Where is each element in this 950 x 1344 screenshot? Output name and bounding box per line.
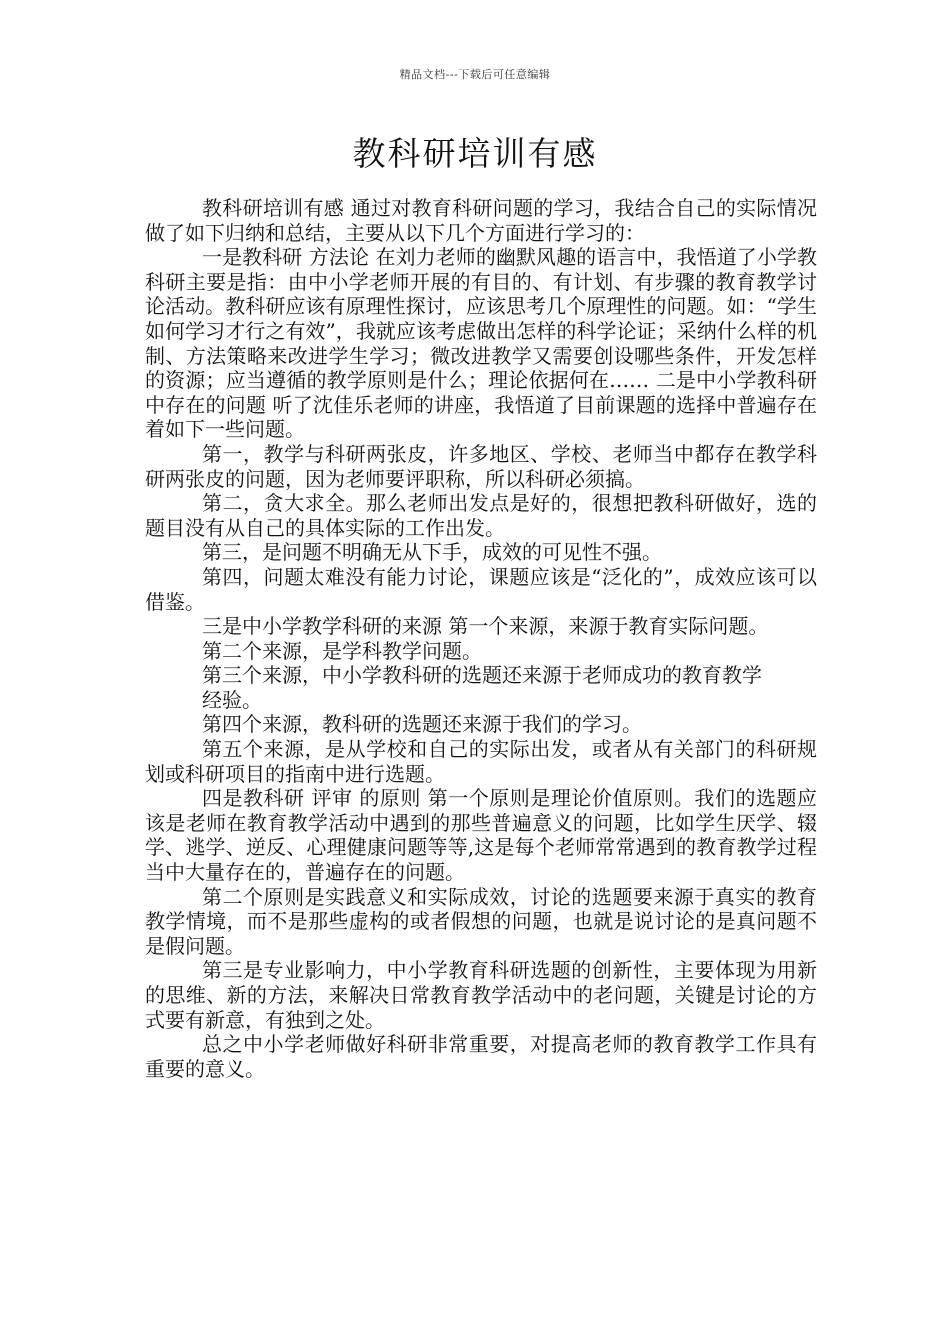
body-paragraph: 第三个来源，中小学教科研的选题还来源于老师成功的教育教学	[202, 663, 762, 688]
body-paragraph: 四是教科研 评审 的原则 第一个原则是理论价值原则。我们的选题应该是老师在教育教学活动中遇到的那些普遍意义的问题，比如学生厌学、辍学、逃学、逆反、心理健康问题等等,这是每个老师常常遇到的教育教学过程当中大量存在的，普遍存在的问题。	[145, 786, 817, 885]
body-paragraph: 第一，教学与科研两张皮，许多地区、学校、老师当中都存在教学科研两张皮的问题，因为老师要评职称，所以科研必须搞。	[145, 441, 817, 491]
body-paragraph: 经验。	[202, 687, 262, 712]
body-paragraph: 一是教科研 方法论 在刘力老师的幽默风趣的语言中，我悟道了小学教科研主要是指：由中小学老师开展的有目的、有计划、有步骤的教育教学讨论活动。教科研应该有原理性探讨，应该思考几个原理性的问题。如：“学生如何学习才行之有效”，我就应该考虑做出怎样的科学论证；采纳什么样的机制、方法策略来改进学生学习；微改进教学又需要创设哪些条件，开发怎样的资源；应当遵循的教学原则是什么；理论依据何在…… 二是中小学教科研中存在的问题 听了沈佳乐老师的讲座，我悟道了目前课题的选择中普遍存在着如下一些问题。	[145, 245, 817, 442]
document-title: 教科研培训有感	[352, 134, 598, 173]
body-paragraph: 第四，问题太难没有能力讨论，课题应该是“泛化的”，成效应该可以借鉴。	[145, 564, 817, 614]
body-paragraph: 第五个来源，是从学校和自己的实际出发，或者从有关部门的科研规划或科研项目的指南中进行选题。	[145, 737, 817, 786]
body-paragraph: 第三是专业影响力，中小学教育科研选题的创新性，主要体现为用新的思维、新的方法，来解决日常教育教学活动中的老问题，关键是讨论的方式要有新意，有独到之处。	[145, 958, 817, 1032]
body-paragraph: 总之中小学老师做好科研非常重要，对提高老师的教育教学工作具有重要的意义。	[145, 1032, 817, 1081]
body-paragraph: 第二个来源，是学科教学问题。	[202, 638, 482, 663]
body-paragraph: 第三，是问题不明确无从下手，成效的可见性不强。	[202, 540, 662, 565]
body-paragraph: 第二，贪大求全。那么老师出发点是好的，很想把教科研做好，选的题目没有从自己的具体实际的工作出发。	[145, 491, 817, 540]
document-body	[145, 196, 817, 1081]
body-paragraph: 三是中小学教学科研的来源 第一个来源，来源于教育实际问题。	[202, 614, 769, 639]
page-header-note: 精品文档---下载后可任意编辑	[399, 68, 551, 81]
body-paragraph: 第四个来源，教科研的选题还来源于我们的学习。	[202, 712, 642, 737]
body-paragraph: 第二个原则是实践意义和实际成效，讨论的选题要来源于真实的教育教学情境，而不是那些虚构的或者假想的问题，也就是说讨论的是真问题不是假问题。	[145, 884, 817, 958]
body-paragraph: 教科研培训有感 通过对教育科研问题的学习，我结合自己的实际情况做了如下归纳和总结，主要从以下几个方面进行学习的：	[145, 196, 817, 245]
